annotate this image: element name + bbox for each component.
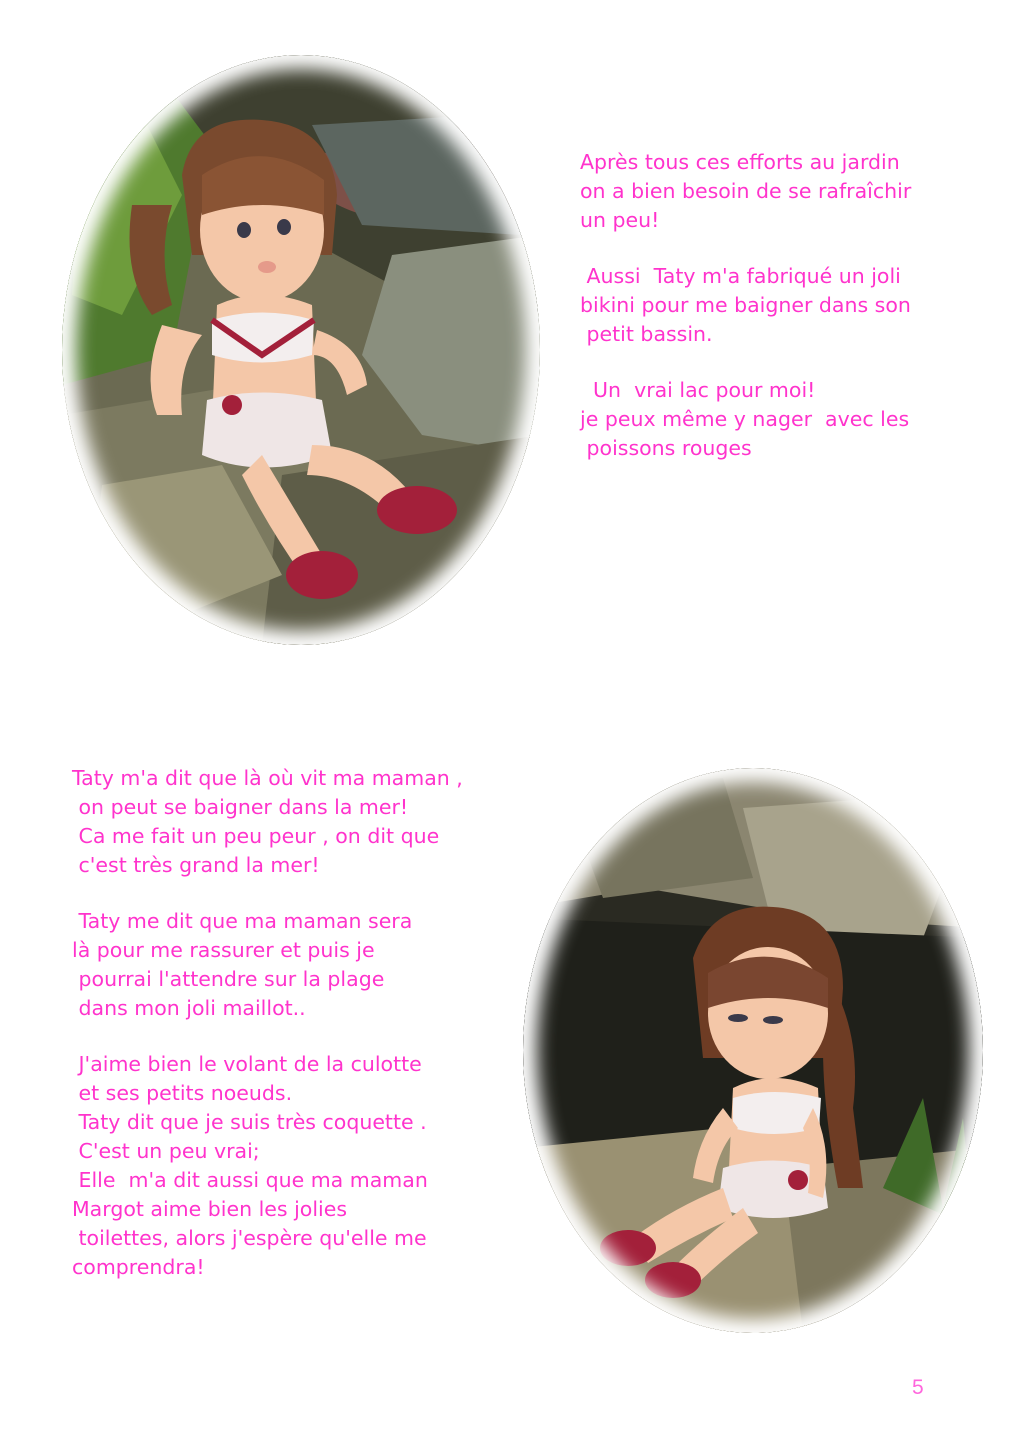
text-line: dans mon joli maillot.. — [72, 996, 306, 1020]
top-paragraph-3 — [580, 376, 911, 463]
text-line: je peux même y nager avec les — [580, 407, 910, 431]
text-line: C'est un peu vrai; — [72, 1139, 260, 1163]
top-paragraph-2 — [580, 262, 911, 349]
text-line: Taty m'a dit que là où vit ma maman , — [72, 766, 463, 790]
text-line: pourrai l'attendre sur la plage — [72, 967, 385, 991]
text-line: on a bien besoin de se rafraîchir — [580, 179, 912, 203]
text-line: toilettes, alors j'espère qu'elle me — [72, 1226, 427, 1250]
text-line: poissons rouges — [580, 436, 752, 460]
text-line: Taty dit que je suis très coquette . — [72, 1110, 427, 1134]
text-line: comprendra! — [72, 1255, 205, 1279]
doll-on-rocks-photo — [62, 55, 540, 645]
text-line: Taty me dit que ma maman sera — [72, 909, 413, 933]
text-line: Ca me fait un peu peur , on dit que — [72, 824, 440, 848]
doll-by-pond-photo — [523, 768, 983, 1333]
text-line: là pour me rassurer et puis je — [72, 938, 375, 962]
text-line: Margot aime bien les jolies — [72, 1197, 348, 1221]
text-line: J'aime bien le volant de la culotte — [72, 1052, 422, 1076]
doll-on-rocks-illustration — [62, 55, 540, 645]
text-line: Après tous ces efforts au jardin — [580, 150, 900, 174]
text-line: petit bassin. — [580, 322, 713, 346]
text-line: Un vrai lac pour moi! — [580, 378, 816, 402]
doll-by-pond-illustration — [523, 768, 983, 1333]
bottom-story-text — [72, 764, 463, 1309]
page-number: 5 — [912, 1376, 924, 1399]
text-line: on peut se baigner dans la mer! — [72, 795, 409, 819]
text-line: Elle m'a dit aussi que ma maman — [72, 1168, 428, 1192]
bottom-paragraph-3 — [72, 1050, 463, 1282]
text-line: Aussi Taty m'a fabriqué un joli — [580, 264, 901, 288]
text-line: bikini pour me baigner dans son — [580, 293, 911, 317]
text-line: un peu! — [580, 208, 660, 232]
text-line: c'est très grand la mer! — [72, 853, 320, 877]
bottom-paragraph-2 — [72, 907, 463, 1023]
top-paragraph-1 — [580, 148, 911, 235]
text-line: et ses petits noeuds. — [72, 1081, 293, 1105]
top-story-text — [580, 148, 911, 490]
bottom-paragraph-1 — [72, 764, 463, 880]
